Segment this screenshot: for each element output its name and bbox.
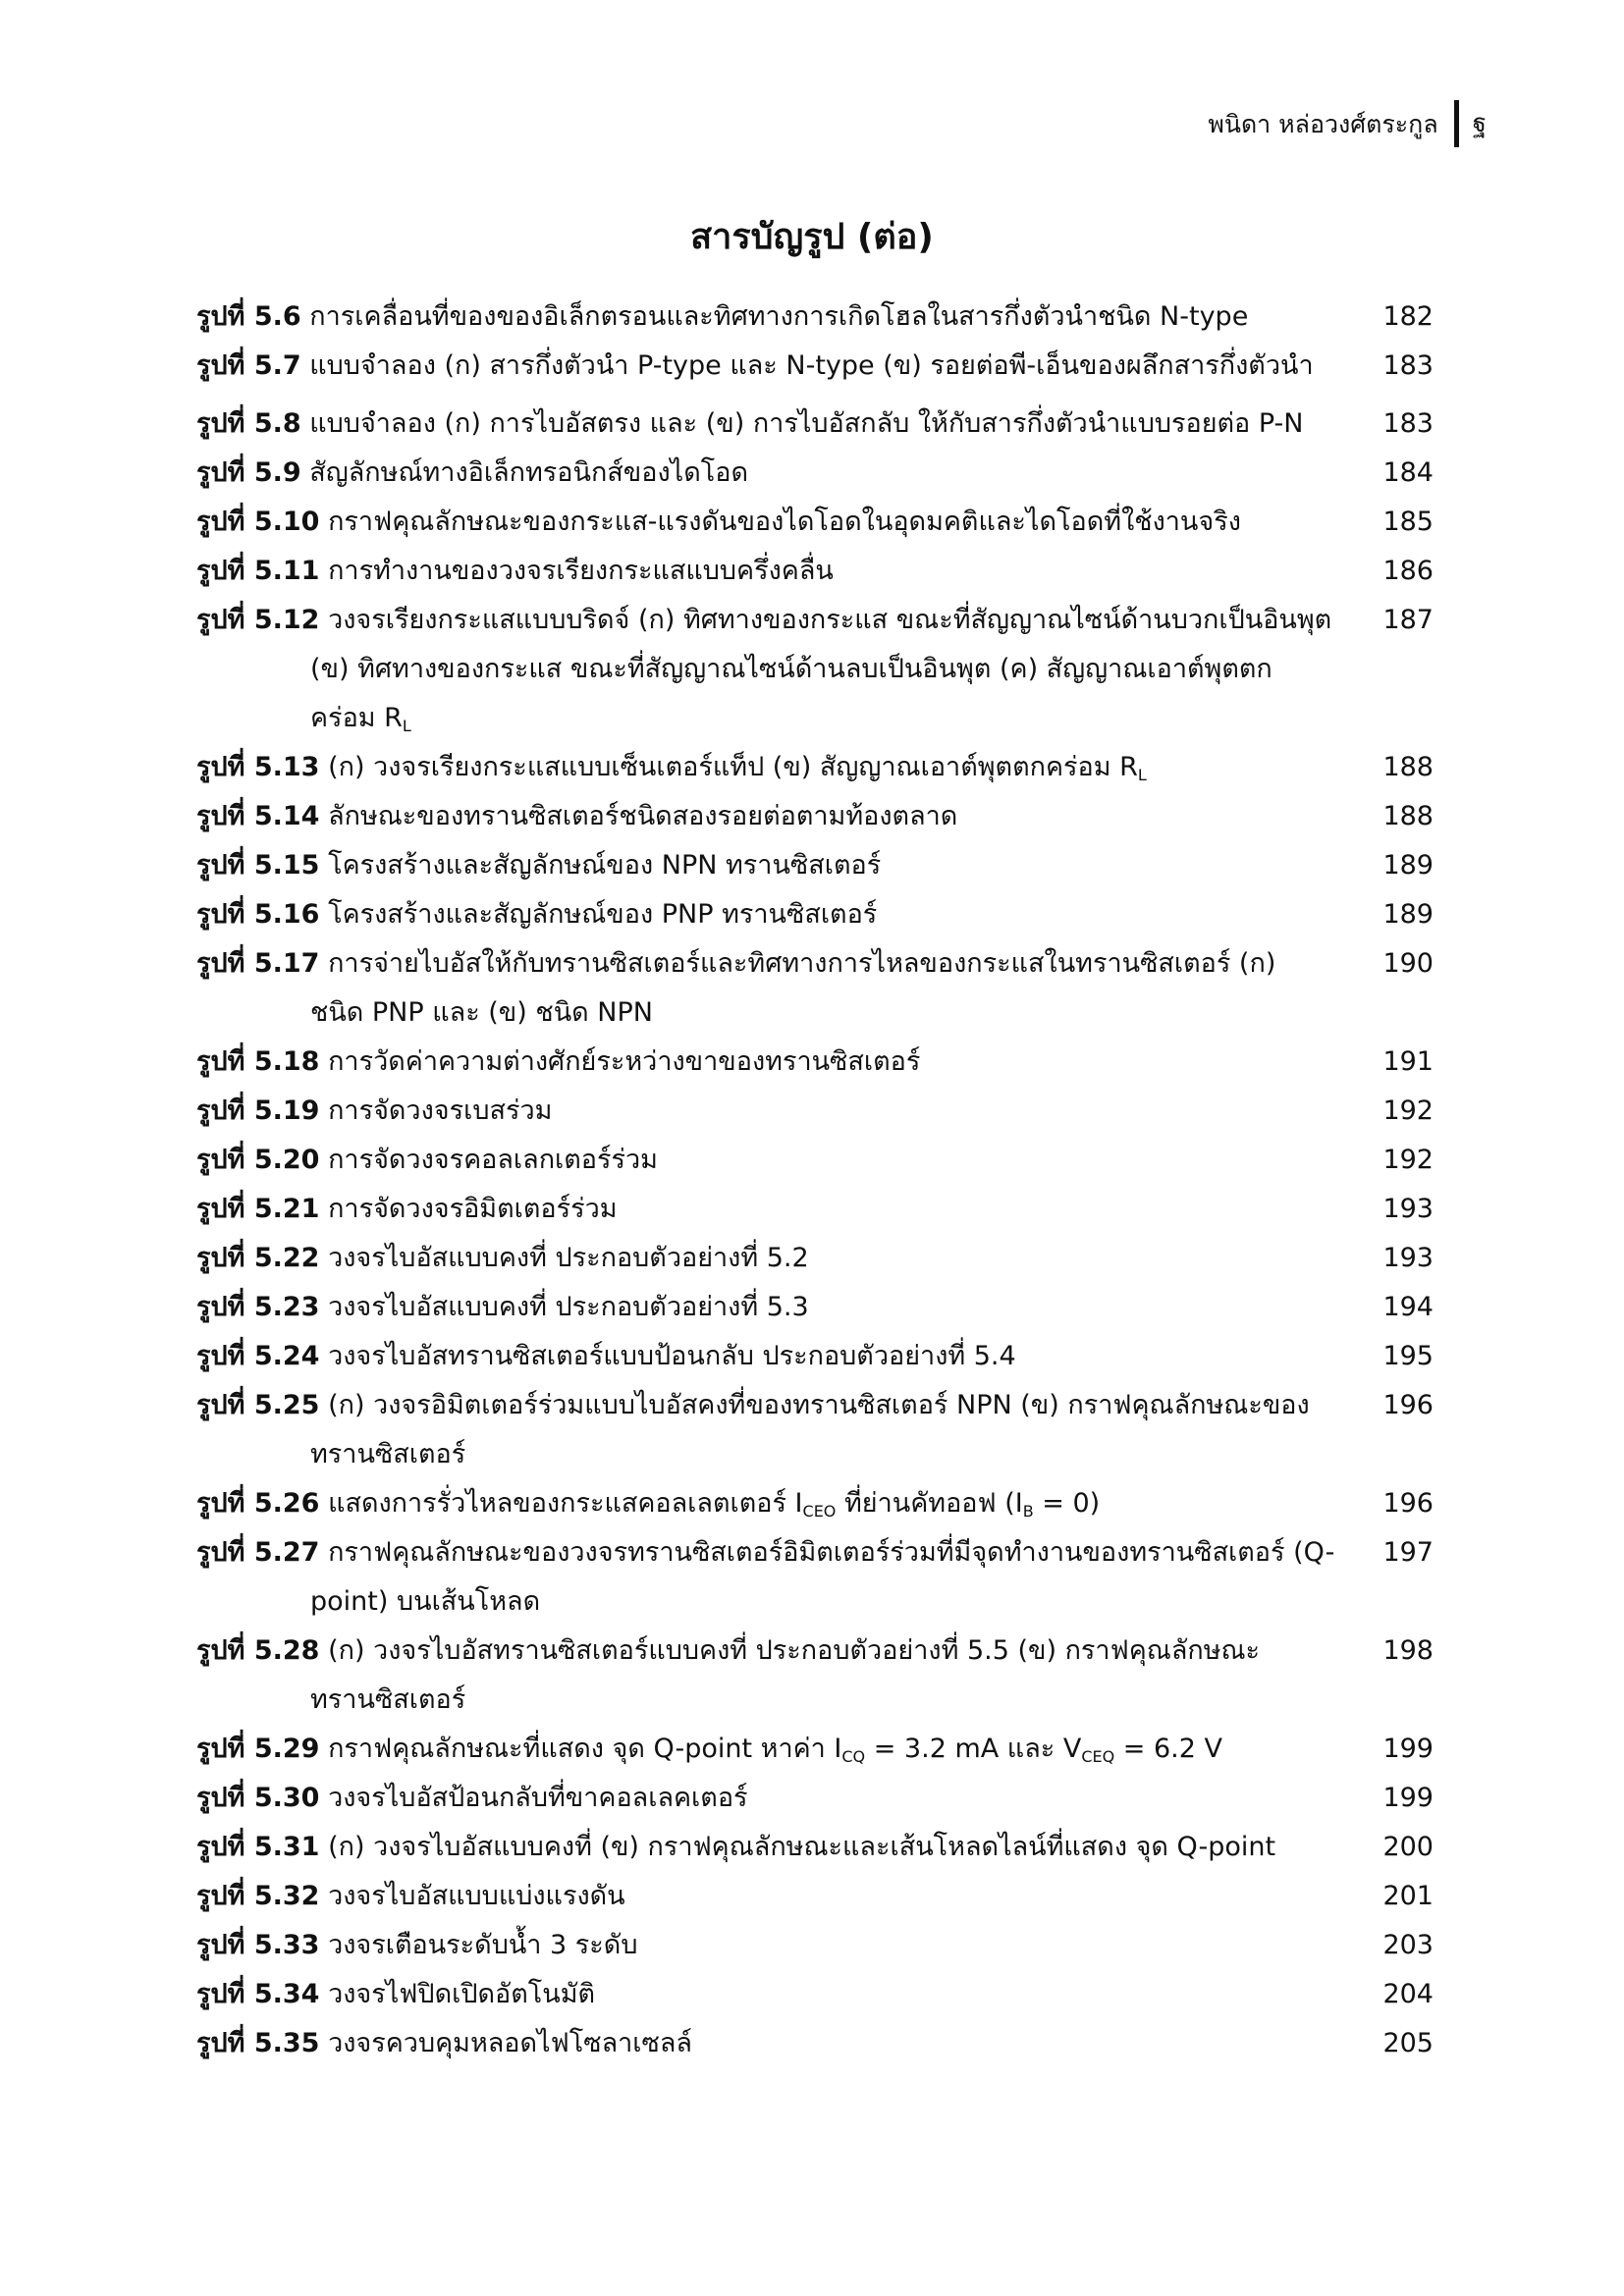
page-ref: 192 [1382,1095,1434,1126]
page-ref: 204 [1382,1979,1434,2009]
list-item [196,293,1434,342]
figure-caption: สัญลักษณ์ทางอิเล็กทรอนิกส์ของไดโอด [309,457,748,488]
list-item [196,498,1434,547]
figure-label: รูปที่ 5.13 [196,752,320,782]
figure-caption [328,1734,1222,1764]
figure-label: รูปที่ 5.18 [196,1046,320,1077]
list-item [196,1234,1434,1283]
list-item [196,1283,1434,1332]
caption-part: แสดงการรั่วไหลของกระแสคอลเลตเตอร์ I [328,1488,803,1519]
subscript: CEQ [1081,1747,1115,1766]
list-item [196,547,1434,596]
subscript: L [402,717,411,735]
figure-caption: (ก) วงจรอิมิตเตอร์ร่วมแบบไบอัสคงที่ของทรานซิสเตอร์ NPN (ข) กราฟคุณลักษณะของทรานซิสเตอร์ [310,1390,1310,1469]
subscript: CQ [841,1747,866,1766]
list-item [196,2019,1434,2068]
page-ref: 191 [1382,1046,1434,1077]
list-item [196,792,1434,841]
page-ref: 192 [1382,1145,1434,1175]
figure-label: รูปที่ 5.11 [196,556,320,586]
figure-caption: วงจรไบอัสป้อนกลับที่ขาคอลเลคเตอร์ [328,1783,748,1813]
header-divider [1454,100,1459,147]
figure-label: รูปที่ 5.29 [196,1734,320,1764]
page-ref: 189 [1382,899,1434,930]
list-item [196,449,1434,498]
caption-part: = 6.2 V [1114,1734,1222,1764]
figure-caption: วงจรไบอัสแบบคงที่ ประกอบตัวอย่างที่ 5.3 [328,1292,809,1322]
page-number: ฐ [1472,109,1487,138]
author-name: พนิดา หล่อวงศ์ตระกูล [1208,109,1438,138]
subscript: B [1022,1502,1034,1521]
figure-label: รูปที่ 5.34 [196,1979,320,2009]
list-item [196,743,1434,792]
figure-caption: วงจรเตือนระดับน้ำ 3 ระดับ [328,1930,638,1960]
page-ref: 205 [1382,2028,1434,2058]
page-title: สารบัญรูป (ต่อ) [690,217,934,257]
list-item [196,1381,1434,1479]
list-item [196,1087,1434,1136]
page-ref: 198 [1382,1635,1434,1666]
figure-label: รูปที่ 5.10 [196,507,320,537]
figure-caption: การเคลื่อนที่ของของอิเล็กตรอนและทิศทางการเกิดโฮลในสารกึ่งตัวนำชนิด N-type [309,301,1249,332]
figure-caption: วงจรควบคุมหลอดไฟโซลาเซลล์ [328,2028,692,2058]
figure-label: รูปที่ 5.16 [196,899,320,930]
list-item [196,841,1434,890]
subscript: L [1137,766,1147,784]
figure-caption: โครงสร้างและสัญลักษณ์ของ NPN ทรานซิสเตอร์ [328,850,882,881]
figure-caption: กราฟคุณลักษณะของกระแส-แรงดันของไดโอดในอุดมคติและไดโอดที่ใช้งานจริง [328,507,1241,537]
page-ref: 197 [1382,1537,1434,1568]
list-item [196,939,1434,1038]
page-header [1208,100,1487,147]
figure-label: รูปที่ 5.19 [196,1095,320,1126]
list-item [196,1823,1434,1872]
figure-caption: (ก) วงจรไบอัสทรานซิสเตอร์แบบคงที่ ประกอบตัวอย่างที่ 5.5 (ข) กราฟคุณลักษณะทรานซิสเตอร์ [310,1635,1261,1715]
figure-caption: (ก) วงจรไบอัสแบบคงที่ (ข) กราฟคุณลักษณะและเส้นโหลดไลน์ที่แสดง จุด Q-point [328,1832,1276,1862]
list-item [196,1528,1434,1627]
caption-part: = 0) [1033,1488,1101,1519]
list-item [196,1872,1434,1921]
list-item [196,1725,1434,1774]
figure-label: รูปที่ 5.7 [196,350,301,381]
page-ref: 186 [1382,556,1434,586]
figure-caption: (ก) วงจรเรียงกระแสแบบเซ็นเตอร์แท็ป (ข) สัญญาณเอาต์พุตตกคร่อม R [328,752,1138,782]
caption-part: = 3.2 mA และ V [865,1734,1082,1764]
page-ref: 183 [1382,408,1434,439]
page-ref: 199 [1382,1783,1434,1813]
list-item [196,400,1434,449]
figure-caption: การจัดวงจรคอลเลกเตอร์ร่วม [328,1145,658,1175]
figure-label: รูปที่ 5.6 [196,301,301,332]
list-item [196,1970,1434,2019]
page-ref: 189 [1382,850,1434,881]
figure-caption: การจัดวงจรอิมิตเตอร์ร่วม [328,1194,618,1224]
figure-label: รูปที่ 5.22 [196,1243,320,1273]
page-ref: 182 [1382,301,1434,332]
subscript: CEO [802,1502,837,1521]
figure-label: รูปที่ 5.30 [196,1783,320,1813]
page-ref: 195 [1382,1341,1434,1371]
figure-label: รูปที่ 5.27 [196,1537,320,1568]
figure-label: รูปที่ 5.8 [196,408,301,439]
page-ref: 201 [1382,1881,1434,1911]
figure-label: รูปที่ 5.12 [196,605,320,635]
figure-label: รูปที่ 5.15 [196,850,320,881]
list-item [196,342,1434,391]
figure-caption: การทำงานของวงจรเรียงกระแสแบบครึ่งคลื่น [328,556,834,586]
list-item [196,1479,1434,1528]
figure-caption: แบบจำลอง (ก) สารกึ่งตัวนำ P-type และ N-type (ข) รอยต่อพี-เอ็นของผลึกสารกึ่งตัวนำ [309,350,1314,381]
figure-label: รูปที่ 5.33 [196,1930,320,1960]
caption-part: ที่ย่านคัทออฟ (I [836,1488,1023,1519]
figure-label: รูปที่ 5.24 [196,1341,320,1371]
figure-label: รูปที่ 5.31 [196,1832,320,1862]
figure-label: รูปที่ 5.9 [196,457,301,488]
page-ref: 188 [1382,801,1434,831]
figure-caption: การจ่ายไบอัสให้กับทรานซิสเตอร์และทิศทางการไหลของกระแสในทรานซิสเตอร์ (ก) ชนิด PNP และ (ข) ชนิด NPN [310,948,1276,1028]
page-ref: 183 [1382,350,1434,381]
figure-list [196,293,1434,2068]
page-ref: 193 [1382,1194,1434,1224]
page-ref: 187 [1382,605,1434,635]
list-item [196,1774,1434,1823]
page-ref: 194 [1382,1292,1434,1322]
figure-label: รูปที่ 5.23 [196,1292,320,1322]
list-item [196,1627,1434,1725]
page-ref: 188 [1382,752,1434,782]
list-item [196,1332,1434,1381]
page-ref: 185 [1382,507,1434,537]
list-item [196,1185,1434,1234]
figure-label: รูปที่ 5.32 [196,1881,320,1911]
figure-caption [328,1488,1100,1519]
list-item [196,1921,1434,1970]
list-item [196,1136,1434,1185]
figure-label: รูปที่ 5.21 [196,1194,320,1224]
figure-caption: โครงสร้างและสัญลักษณ์ของ PNP ทรานซิสเตอร์ [328,899,878,930]
figure-label: รูปที่ 5.25 [196,1390,320,1420]
page-ref: 193 [1382,1243,1434,1273]
figure-caption: วงจรไบอัสแบบคงที่ ประกอบตัวอย่างที่ 5.2 [328,1243,809,1273]
figure-label: รูปที่ 5.20 [196,1145,320,1175]
figure-caption: ลักษณะของทรานซิสเตอร์ชนิดสองรอยต่อตามท้องตลาด [328,801,958,831]
figure-label: รูปที่ 5.28 [196,1635,320,1666]
figure-caption: การวัดค่าความต่างศักย์ระหว่างขาของทรานซิสเตอร์ [328,1046,921,1077]
figure-label: รูปที่ 5.17 [196,948,320,979]
page-ref: 203 [1382,1930,1434,1960]
list-item [196,1038,1434,1087]
figure-caption: วงจรไฟปิดเปิดอัตโนมัติ [328,1979,596,2009]
figure-caption: วงจรไบอัสทรานซิสเตอร์แบบป้อนกลับ ประกอบตัวอย่างที่ 5.4 [328,1341,1016,1371]
figure-caption: วงจรเรียงกระแสแบบบริดจ์ (ก) ทิศทางของกระแส ขณะที่สัญญาณไซน์ด้านบวกเป็นอินพุต (ข) ทิศทางของกระแส ขณะที่สัญญาณไซน์ด้านลบเป็นอินพุต (ค) สัญญาณเอาต์พุตตกคร่อม R [310,605,1332,733]
page-ref: 196 [1382,1390,1434,1420]
page-ref: 184 [1382,457,1434,488]
figure-caption: กราฟคุณลักษณะของวงจรทรานซิสเตอร์อิมิตเตอร์ร่วมที่มีจุดทำงานของทรานซิสเตอร์ (Q-point) บนเส้นโหลด [310,1537,1335,1617]
figure-label: รูปที่ 5.35 [196,2028,320,2058]
figure-caption: การจัดวงจรเบสร่วม [328,1095,553,1126]
page-ref: 190 [1382,948,1434,979]
list-item [196,890,1434,939]
list-item [196,596,1434,743]
page-ref: 199 [1382,1734,1434,1764]
figure-caption: วงจรไบอัสแบบแบ่งแรงดัน [328,1881,625,1911]
page-ref: 196 [1382,1488,1434,1519]
figure-label: รูปที่ 5.26 [196,1488,320,1519]
figure-caption: แบบจำลอง (ก) การไบอัสตรง และ (ข) การไบอัสกลับ ให้กับสารกึ่งตัวนำแบบรอยต่อ P-N [309,408,1304,439]
page-ref: 200 [1382,1832,1434,1862]
caption-part: กราฟคุณลักษณะที่แสดง จุด Q-point หาค่า I [328,1734,842,1764]
figure-label: รูปที่ 5.14 [196,801,320,831]
